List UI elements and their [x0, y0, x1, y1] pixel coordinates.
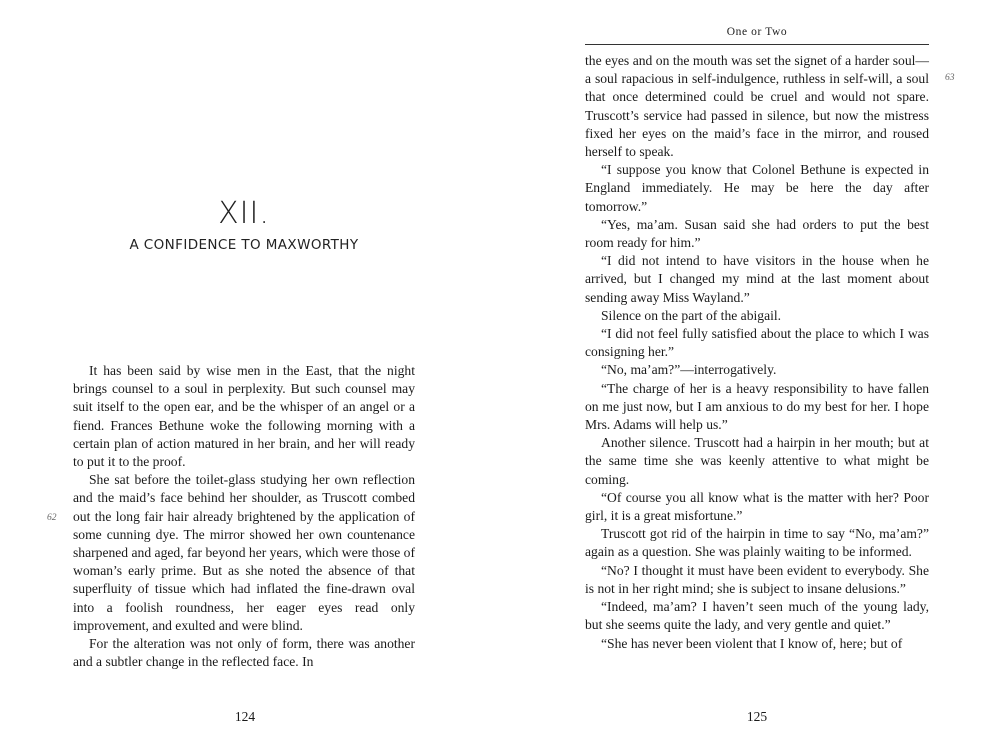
paragraph: Another silence. Truscott had a hairpin in her mouth; but at the same time she was keenly attentive to what might be coming.	[585, 435, 929, 487]
paragraph: “I did not intend to have visitors in the house when he arrived, but I changed my mind at the last moment about sending away Miss Wayland.”	[585, 253, 929, 305]
left-marginal-page-number: 62	[47, 513, 57, 523]
right-page-body	[585, 52, 929, 653]
left-page-number: 124	[234, 709, 256, 724]
chapter-number: XII.	[218, 196, 270, 231]
paragraph: Truscott got rid of the hairpin in time to say “No, ma’am?” again as a question. She was plainly waiting to be informed.	[585, 526, 929, 560]
paragraph: “No, ma’am?”—interrogatively.	[601, 362, 777, 378]
paragraph: “She has never been violent that I know of, here; but of	[601, 635, 903, 651]
paragraph-continued: the eyes and on the mouth was set the signet of a harder soul—a soul rapacious in self-indulgence, ruthless in self-will, a soul that once determined could be cruel and would not spare. Truscott’s service had passed in silence, but now the mistress fixed her eyes on the maid’s face in the mirror, and roused herself to speak.	[585, 53, 929, 160]
paragraph: “I suppose you know that Colonel Bethune is expected in England immediately. He may be here the day after tomorrow.”	[585, 162, 929, 214]
right-page-number: 125	[746, 709, 768, 724]
paragraph: “Indeed, ma’am? I haven’t seen much of the young lady, but she seems quite the lady, and very gentle and quiet.”	[585, 599, 929, 633]
running-head: One or Two	[726, 26, 788, 38]
paragraph: “No? I thought it must have been evident to everybody. She is not in her right mind; she is subject to insane delusions.”	[585, 562, 929, 596]
paragraph: “The charge of her is a heavy responsibility to have fallen on me just now, but I am anxious to do my best for her. I hope Mrs. Adams will help us.”	[585, 380, 929, 433]
paragraph: “I did not feel fully satisfied about the place to which I was consigning her.”	[585, 326, 929, 360]
paragraph: It has been said by wise men in the East, that the night brings counsel to a soul in perplexity. But such counsel may suit itself to the open ear, and be the whisper of an angel or a fiend. Frances Bethune woke the following morning with a certain plan of action matured in her brain, and her will ready to put it to the proof.	[73, 363, 415, 470]
chapter-title: A CONFIDENCE TO MAXWORTHY	[129, 237, 359, 253]
paragraph: Silence on the part of the abigail.	[601, 307, 782, 323]
paragraph: She sat before the toilet-glass studying her own reflection and the maid’s face behind her shoulder, as Truscott combed out the long fair hair already brightened by the application of some cunning dye. The mirror showed her own countenance sharpened and aged, far beyond her years, which were those of woman’s early prime. But as she noted the absence of that superfluity of tissue which had inflated the fine-drawn oval into a foolish roundness, her eager eyes read only improvement, and exulted and were blind.	[73, 472, 415, 633]
right-marginal-page-number: 63	[945, 73, 955, 83]
left-page-body	[73, 362, 415, 671]
running-head-rule	[585, 44, 929, 45]
paragraph: “Yes, ma’am. Susan said she had orders to put the best room ready for him.”	[585, 216, 929, 251]
paragraph: For the alteration was not only of form, there was another and a subtler change in the reflected face. In	[73, 636, 415, 670]
paragraph: “Of course you all know what is the matter with her? Poor girl, it is a great misfortune.”	[585, 489, 929, 524]
